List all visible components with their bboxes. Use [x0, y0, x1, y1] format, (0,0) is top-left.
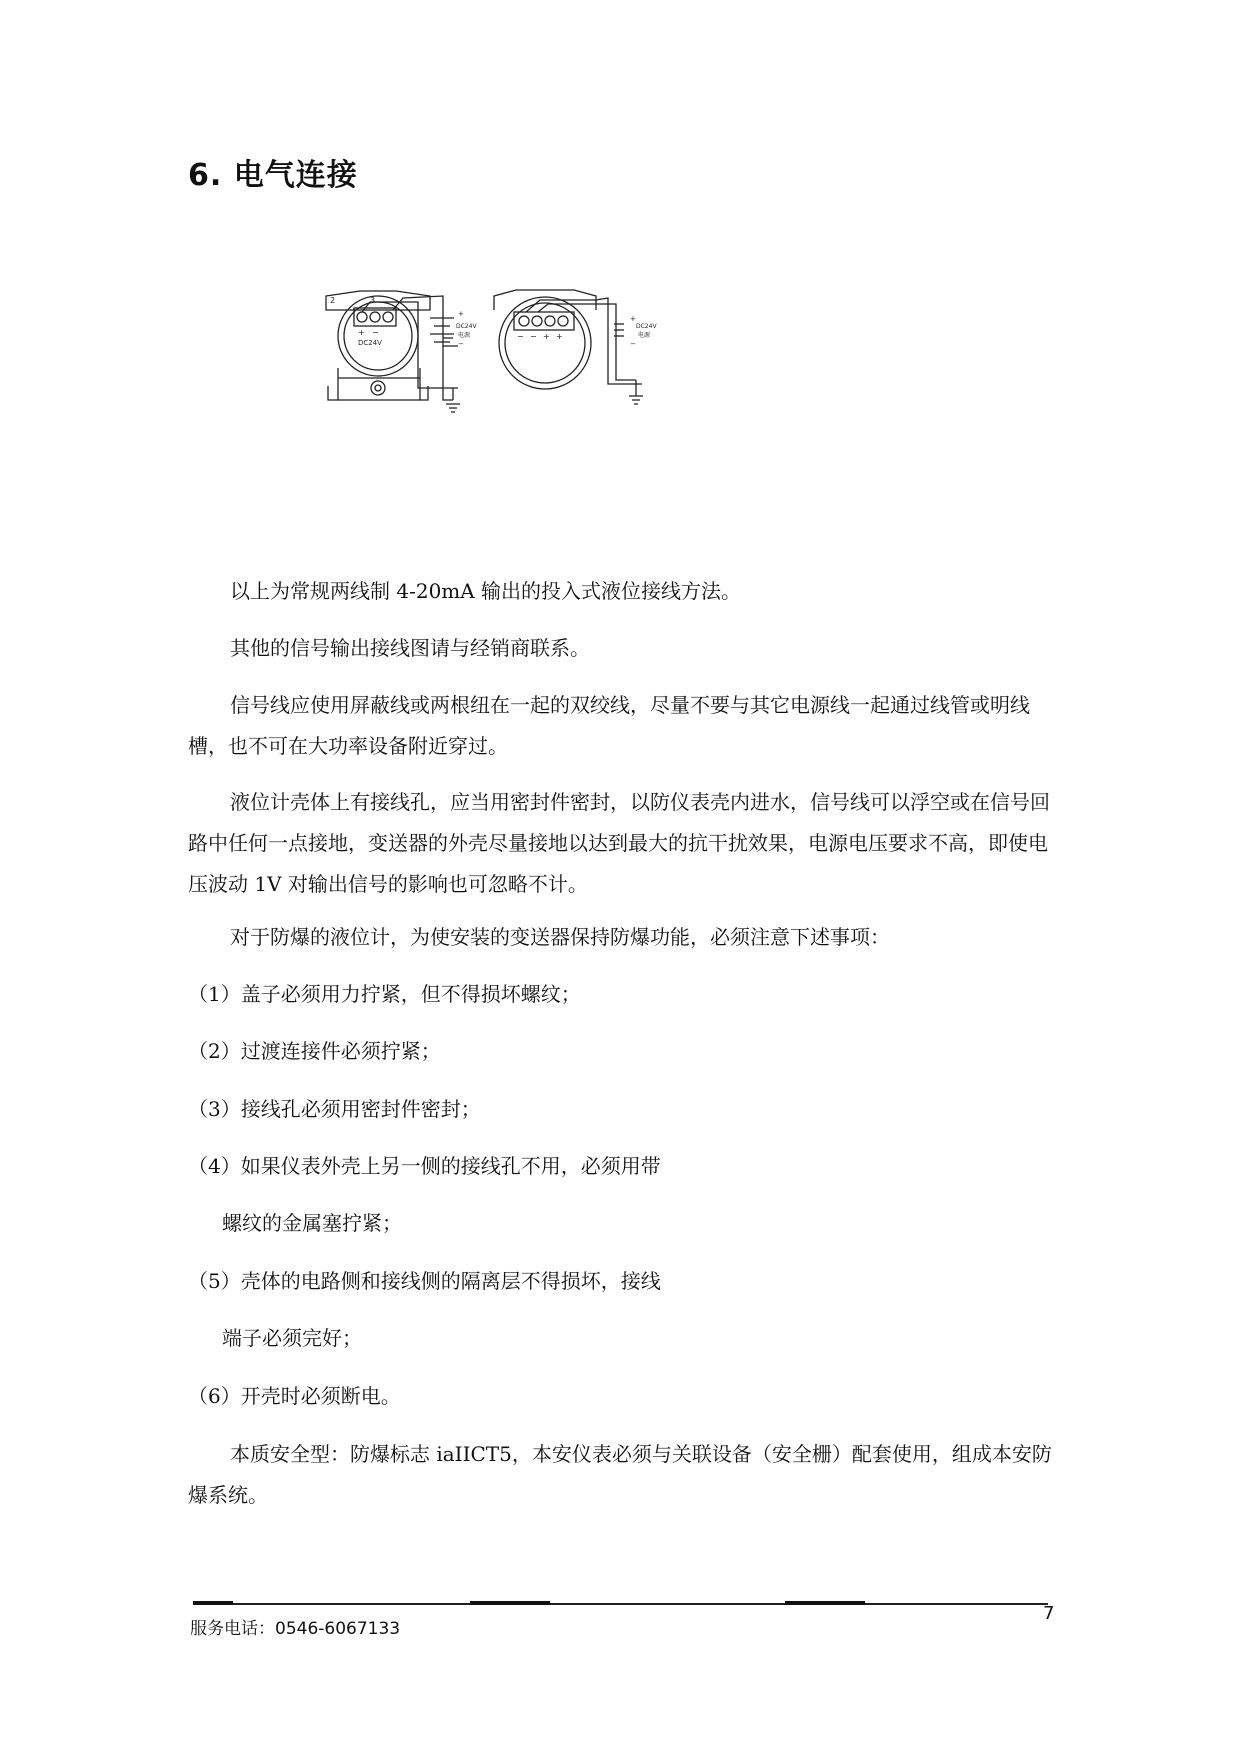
polarity-minus: − [372, 328, 379, 337]
supply-label-left: DC24V [358, 339, 382, 347]
source-sub-right: 电源 [638, 332, 651, 339]
housing-left [326, 291, 460, 412]
polarity-right-4: + [556, 332, 563, 341]
list-item-continuation: 端子必须完好； [222, 1326, 362, 1350]
paragraph-contact-dealer: 其他的信号输出接线图请与经销商联系。 [230, 636, 590, 660]
page-number: 7 [1043, 1603, 1055, 1624]
footer-rule [193, 1603, 1048, 1605]
source-minus-right: − [630, 340, 636, 348]
polarity-right-2: − [530, 332, 537, 341]
source-label-left: DC24V [456, 323, 477, 330]
list-item: （1）盖子必须用力拧紧，但不得损坏螺纹； [188, 982, 581, 1006]
housing-right [494, 290, 643, 404]
section-heading: 6. 电气连接 [188, 158, 358, 193]
source-label-right: DC24V [636, 323, 657, 330]
terminal-number-2: 2 [330, 296, 336, 305]
footer-rule-accent [470, 1601, 550, 1605]
footer-service-phone: 服务电话：0546-6067133 [190, 1619, 401, 1639]
polarity-right-3: + [543, 332, 550, 341]
terminal-number-3: 3 [370, 296, 376, 305]
source-sub-left: 电源 [458, 332, 471, 339]
polarity-plus: + [358, 328, 365, 337]
source-minus-left: − [458, 340, 464, 348]
polarity-right-1: − [517, 332, 524, 341]
list-item: （5）壳体的电路侧和接线侧的隔离层不得损坏，接线 [188, 1269, 661, 1293]
paragraph-intrinsic-safety: 本质安全型：防爆标志 iaIICT5，本安仪表必须与关联设备（安全栅）配套使用，组成本安防爆系统。 [188, 1442, 1052, 1507]
paragraph-explosion-proof-intro: 对于防爆的液位计，为使安装的变送器保持防爆功能，必须注意下述事项： [230, 925, 890, 949]
list-item: （6）开壳时必须断电。 [188, 1384, 401, 1408]
list-item: （3）接线孔必须用密封件密封； [188, 1097, 481, 1121]
list-item: （2）过渡连接件必须拧紧； [188, 1039, 441, 1063]
footer-rule-accent [785, 1601, 865, 1605]
list-item-continuation: 螺纹的金属塞拧紧； [222, 1211, 402, 1235]
wiring-diagram [318, 288, 758, 458]
footer-rule-accent [193, 1601, 233, 1605]
source-plus-left: + [458, 310, 464, 318]
list-item: （4）如果仪表外壳上另一侧的接线孔不用，必须用带 [188, 1154, 661, 1178]
paragraph-wiring-method: 以上为常规两线制 4-20mA 输出的投入式液位接线方法。 [230, 579, 742, 603]
paragraph-enclosure-sealing: 液位计壳体上有接线孔，应当用密封件密封，以防仪表壳内进水，信号线可以浮空或在信号回路中任何一点接地，变送器的外壳尽量接地以达到最大的抗干扰效果，电源电压要求不高，即使电压波动 1V 对输出信号的影响也可忽略不计。 [188, 790, 1050, 896]
paragraph-signal-cable: 信号线应使用屏蔽线或两根纽在一起的双绞线，尽量不要与其它电源线一起通过线管或明线槽，也不可在大功率设备附近穿过。 [188, 693, 1030, 758]
source-plus-right: + [630, 315, 636, 323]
